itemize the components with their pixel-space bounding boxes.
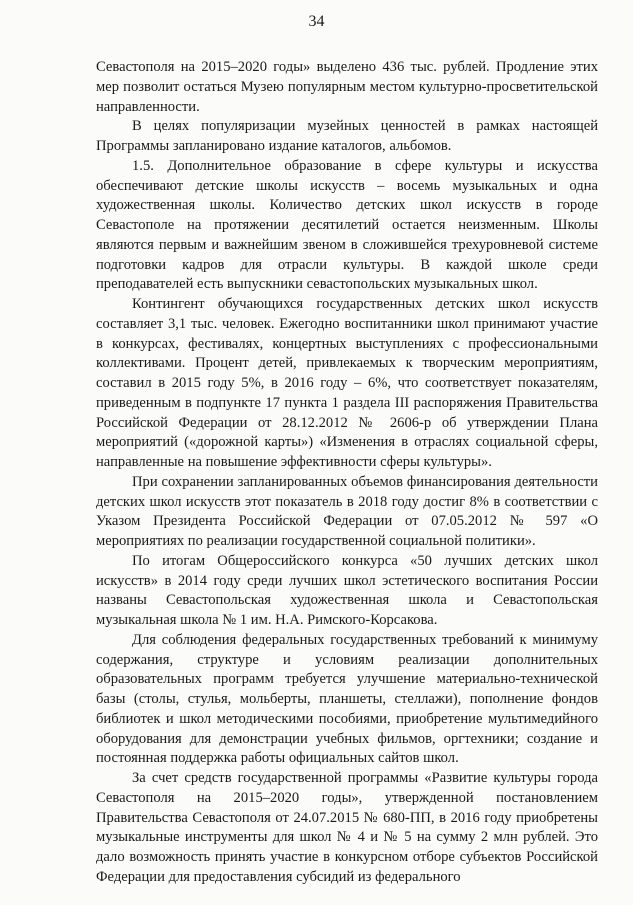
document-body: [96, 58, 598, 888]
paragraph-catalogs: В целях популяризации музейных ценностей в рамках настоящей Программы запланировано издание каталогов, альбомов.: [96, 118, 598, 154]
paragraph-funding-target: При сохранении запланированных объемов финансирования деятельности детских школ искусств этот показатель в 2018 году достиг 8% в соответствии с Указом Президента Российской Федерации от 07.05.2012 № 597 «О мероприятиях по реализации государственной социальной политики».: [96, 473, 598, 549]
paragraph-state-program: За счет средств государственной программы «Развитие культуры города Севастополя на 2015–2020 годы», утвержденной постановлением Правительства Севастополя от 24.07.2015 № 680-ПП, в 2016 году приобретены музыкальные инструменты для школ № 4 и № 5 на сумму 2 млн рублей. Это дало возможность принять участие в конкурсном отборе субъектов Российской Федерации для предоставления субсидий из федерального: [96, 770, 598, 885]
paragraph-museum-funding: Севастополя на 2015–2020 годы» выделено 436 тыс. рублей. Продление этих мер позволит остаться Музею популярным местом культурно-просветительской направленности.: [96, 59, 598, 115]
paragraph-student-contingent: Контингент обучающихся государственных детских школ искусств составляет 3,1 тыс. человек. Ежегодно воспитанники школ принимают участие в конкурсах, фестивалях, концертных выступлениях с профессиональными коллективами. Процент детей, привлекаемых к творческим мероприятиям, составил в 2015 году 5%, в 2016 году – 6%, что соответствует показателям, приведенным в подпункте 17 пункта 1 раздела III распоряжения Правительства Российской Федерации от 28.12.2012 № 2606-р об утверждении Плана мероприятий («дорожной карты») «Изменения в отраслях социальной сферы, направленные на повышение эффективности сферы культуры».: [96, 296, 598, 470]
paragraph-federal-requirements: Для соблюдения федеральных государственных требований к минимуму содержания, структуре и условиям реализации дополнительных образовательных программ требуется улучшение материально-технической базы (столы, стулья, мольберты, планшеты, стеллажи), пополнение фондов библиотек и школ методическими пособиями, приобретение мультимедийного оборудования для демонстрации учебных фильмов, оргтехники; создание и постоянная поддержка работы официальных сайтов школ.: [96, 631, 598, 767]
page-number: 34: [308, 13, 325, 30]
paragraph-art-schools-overview: 1.5. Дополнительное образование в сфере культуры и искусства обеспечивают детские школы искусств – восемь музыкальных и одна художественная школы. Количество детских школ искусств в городе Севастополе на протяжении десятилетий остается неизменным. Школы являются первым и важнейшим звеном в сложившейся трехуровневой системе подготовки кадров для отрасли культуры. В каждой школе среди преподавателей есть выпускники севастопольских музыкальных школ.: [96, 157, 598, 293]
paragraph-contest-results: По итогам Общероссийского конкурса «50 лучших детских школ искусств» в 2014 году среди лучших школ эстетического воспитания России названы Севастопольская художественная школа и Севастопольская музыкальная школа № 1 им. Н.А. Римского-Корсакова.: [96, 552, 598, 628]
